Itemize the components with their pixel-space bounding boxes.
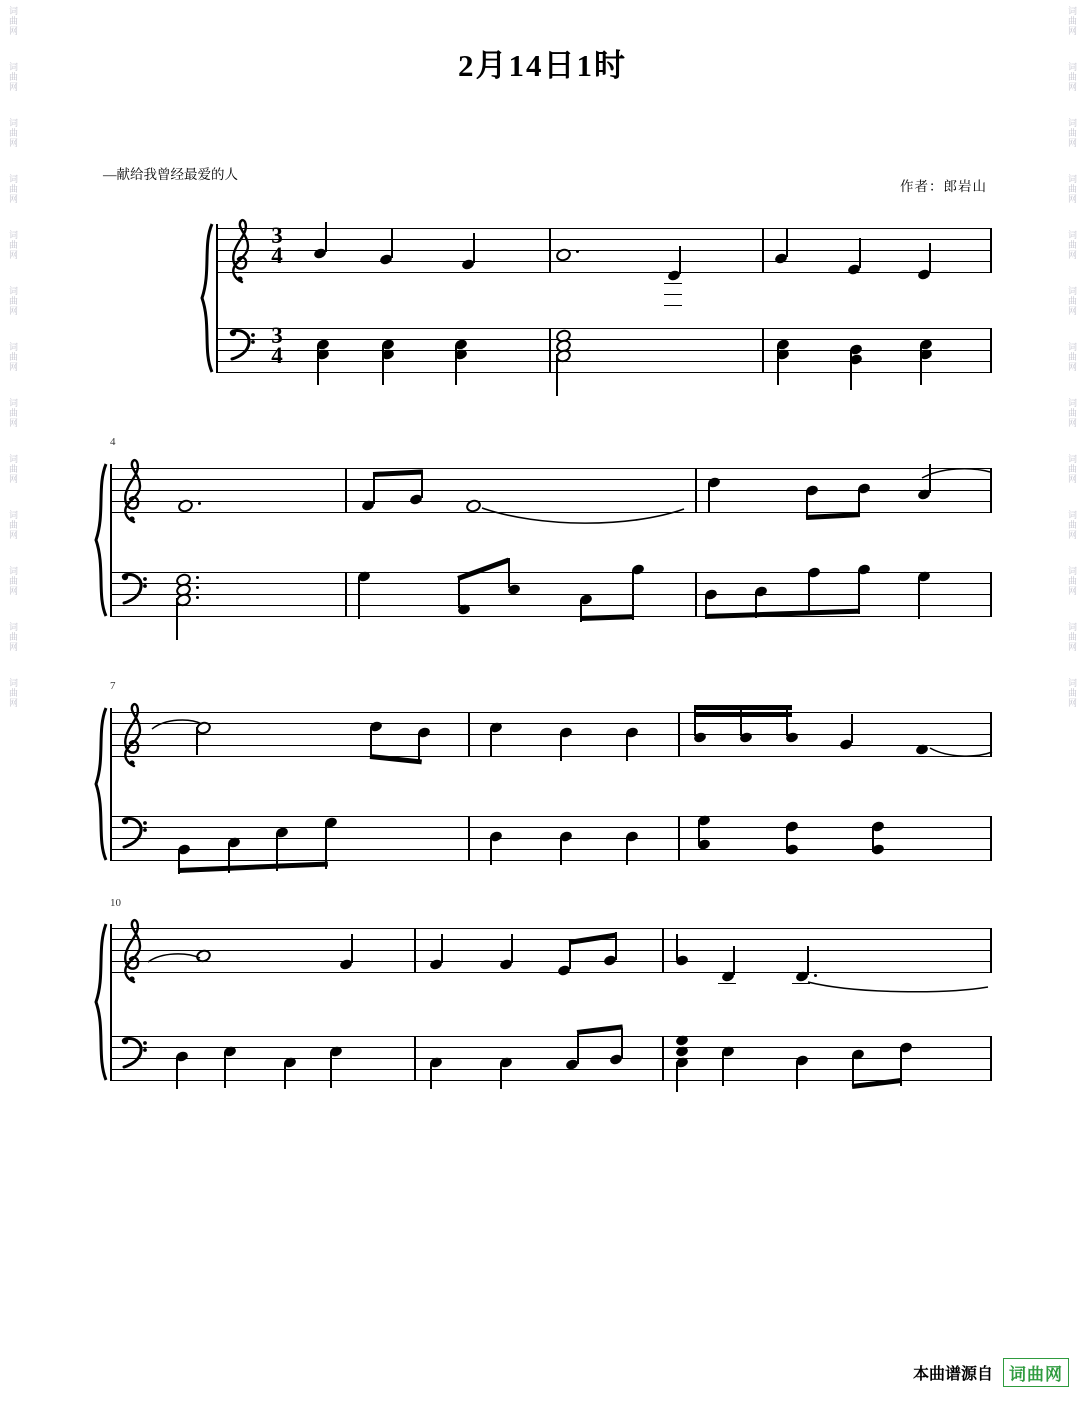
note-stem — [325, 222, 327, 252]
footer — [913, 1358, 1069, 1387]
barline — [990, 928, 992, 973]
time-signature-numerator: 3 — [271, 223, 283, 248]
augmentation-dot — [196, 576, 199, 579]
note-stem — [777, 345, 779, 385]
beam — [577, 1024, 623, 1034]
barline — [662, 1036, 664, 1081]
tie — [806, 978, 990, 1001]
watermark-text: 词曲网 — [8, 566, 18, 596]
barline — [762, 328, 764, 373]
page-title: 2月14日1时 — [458, 48, 627, 83]
note-stem — [679, 246, 681, 274]
note-stem — [490, 728, 492, 756]
watermark-text: 词曲网 — [1067, 342, 1077, 372]
note-stem — [626, 837, 628, 865]
system-brace — [92, 922, 108, 1082]
note-stem — [560, 733, 562, 761]
tie — [928, 744, 994, 765]
note-stem — [698, 820, 700, 846]
watermark-text: 词曲网 — [1067, 622, 1077, 652]
note-stem — [373, 474, 375, 504]
note-stem — [786, 826, 788, 852]
augmentation-dot — [814, 974, 817, 977]
measure-number: 4 — [110, 436, 116, 448]
barline — [345, 572, 347, 617]
note-stem — [807, 946, 809, 975]
composer-credit: 作者：郎岩山 — [900, 179, 987, 194]
note-stem — [708, 483, 710, 513]
treble-clef-icon — [226, 218, 258, 284]
barline — [468, 712, 470, 757]
watermark-text: 词曲网 — [1067, 566, 1077, 596]
note-stem — [508, 558, 510, 588]
watermark-text: 词曲网 — [8, 118, 18, 148]
beam — [580, 614, 634, 620]
note-stem — [918, 577, 920, 619]
time-signature-bass — [266, 323, 288, 368]
treble-clef-icon — [118, 458, 150, 524]
watermark-text: 词曲网 — [8, 286, 18, 316]
note-stem — [858, 570, 860, 614]
system-start-barline — [110, 924, 112, 1080]
note-stem — [786, 228, 788, 257]
time-signature-denominator: 4 — [271, 243, 283, 268]
system-brace — [198, 222, 214, 374]
note-stem — [796, 1061, 798, 1089]
watermark-text: 词曲网 — [8, 454, 18, 484]
time-signature-treble — [266, 223, 288, 268]
ledger-line — [718, 983, 736, 984]
note-stem — [441, 934, 443, 963]
barline — [695, 572, 697, 617]
note-stem — [176, 598, 178, 640]
barline — [990, 228, 992, 273]
system-brace — [92, 706, 108, 862]
note-stem — [330, 1052, 332, 1088]
watermark-text: 词曲网 — [8, 230, 18, 260]
note-stem — [358, 577, 360, 619]
watermark-text: 词曲网 — [1067, 118, 1077, 148]
beam — [694, 712, 792, 717]
tie — [480, 506, 686, 533]
beam — [457, 558, 509, 581]
barline — [414, 928, 416, 973]
measure-number: 7 — [110, 680, 116, 692]
note-stem — [929, 243, 931, 273]
bass-clef-icon — [228, 326, 258, 362]
watermark-text: 词曲网 — [1067, 286, 1077, 316]
barline — [990, 816, 992, 861]
barline — [414, 1036, 416, 1081]
time-signature-numerator: 3 — [271, 323, 283, 348]
site-logo[interactable]: 词曲网 — [1003, 1358, 1069, 1387]
footer-source-label: 本曲谱源自 — [912, 1366, 993, 1383]
barline — [990, 1036, 992, 1081]
note-stem — [370, 727, 372, 755]
dedication-text: —献给我曾经最爱的人 — [103, 167, 238, 182]
watermark-text: 词曲网 — [8, 6, 18, 36]
system-brace — [92, 462, 108, 618]
note-stem — [224, 1052, 226, 1088]
ledger-line — [664, 294, 682, 295]
note-stem — [872, 826, 874, 852]
watermark-text: 词曲网 — [1067, 510, 1077, 540]
barline — [678, 816, 680, 861]
barline — [762, 228, 764, 273]
watermark-text: 词曲网 — [1067, 6, 1077, 36]
bass-clef-icon — [120, 570, 150, 606]
augmentation-dot — [576, 250, 579, 253]
note-stem — [560, 837, 562, 865]
note-stem — [577, 1034, 579, 1064]
note-stem — [458, 578, 460, 608]
measure-number: 10 — [110, 897, 121, 909]
note-stem — [722, 1052, 724, 1086]
note-stem — [733, 946, 735, 975]
barline — [345, 468, 347, 513]
barline — [468, 816, 470, 861]
tie — [150, 716, 204, 737]
beam — [694, 705, 792, 710]
time-signature-denominator: 4 — [271, 343, 283, 368]
slur — [920, 466, 992, 487]
note-stem — [382, 345, 384, 385]
bass-clef-icon — [120, 1034, 150, 1070]
beam — [806, 512, 860, 519]
watermark-text: 词曲网 — [8, 398, 18, 428]
note-stem — [500, 1063, 502, 1089]
beam — [705, 609, 860, 619]
note-stem — [455, 345, 457, 385]
ledger-line — [664, 305, 682, 306]
watermark-text: 词曲网 — [1067, 454, 1077, 484]
watermark-column-right — [1061, 0, 1083, 1413]
note-stem — [556, 354, 558, 396]
augmentation-dot — [196, 586, 199, 589]
note-stem — [317, 345, 319, 385]
note-stem — [632, 570, 634, 620]
watermark-text: 词曲网 — [1067, 174, 1077, 204]
note-stem — [850, 350, 852, 390]
note-stem — [626, 733, 628, 761]
note-stem — [676, 934, 678, 960]
barline — [695, 468, 697, 513]
note-stem — [676, 1062, 678, 1092]
bass-clef-icon — [120, 814, 150, 850]
watermark-text: 词曲网 — [8, 510, 18, 540]
note-stem — [851, 714, 853, 743]
watermark-text: 词曲网 — [1067, 62, 1077, 92]
tie — [146, 950, 202, 971]
note-stem — [418, 733, 420, 761]
note-stem — [176, 1057, 178, 1089]
barline — [990, 328, 992, 373]
ledger-line — [664, 283, 682, 284]
watermark-text: 词曲网 — [1067, 230, 1077, 260]
barline — [549, 228, 551, 273]
note-stem — [490, 837, 492, 865]
note-stem — [920, 345, 922, 385]
note-stem — [621, 1028, 623, 1058]
beam — [373, 469, 423, 476]
note-stem — [473, 233, 475, 263]
watermark-text: 词曲网 — [8, 622, 18, 652]
watermark-text: 词曲网 — [8, 678, 18, 708]
note-stem — [859, 238, 861, 268]
note-stem — [421, 470, 423, 498]
watermark-text: 词曲网 — [8, 342, 18, 372]
note-stem — [511, 934, 513, 963]
note-stem — [808, 573, 810, 615]
barline — [549, 328, 551, 373]
treble-clef-icon — [118, 702, 150, 768]
augmentation-dot — [198, 502, 201, 505]
note-stem — [351, 934, 353, 963]
note-stem — [430, 1063, 432, 1089]
note-stem — [284, 1063, 286, 1089]
watermark-column-left — [2, 0, 24, 1413]
note-stem — [852, 1055, 854, 1087]
barline — [678, 712, 680, 757]
watermark-text: 词曲网 — [1067, 398, 1077, 428]
watermark-text: 词曲网 — [8, 62, 18, 92]
watermark-text: 词曲网 — [8, 174, 18, 204]
augmentation-dot — [196, 596, 199, 599]
barline — [990, 572, 992, 617]
barline — [662, 928, 664, 973]
beam — [178, 861, 328, 872]
watermark-text: 词曲网 — [1067, 678, 1077, 708]
note-stem — [391, 228, 393, 258]
